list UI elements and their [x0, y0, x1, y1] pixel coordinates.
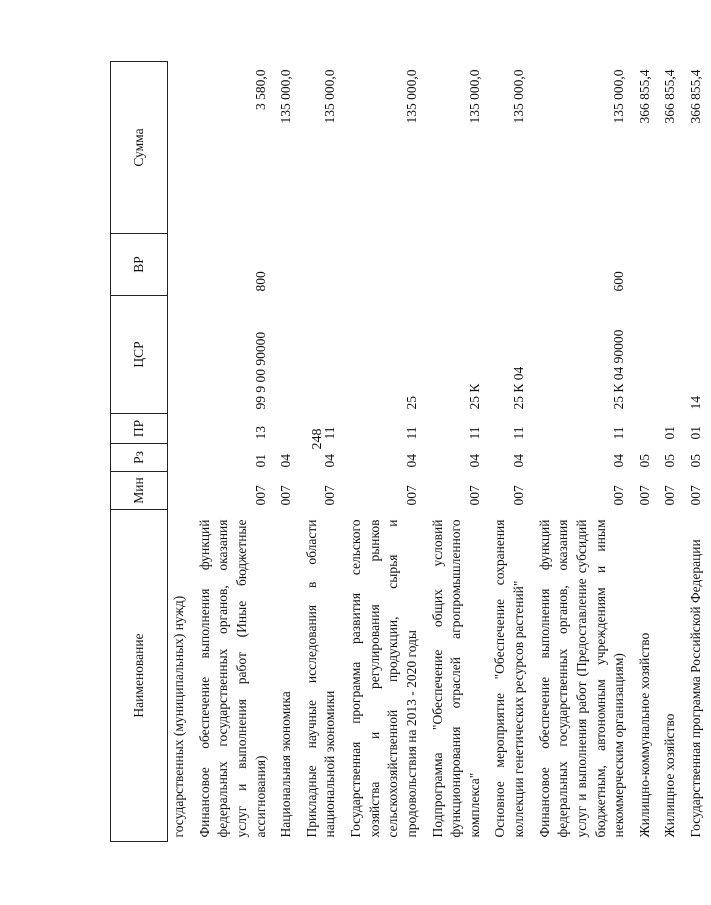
cell-csr [634, 296, 660, 414]
cell-min [168, 472, 194, 510]
cell-vr [345, 234, 427, 296]
cell-pr [634, 414, 660, 444]
cell-vr [634, 234, 660, 296]
header-min: Мин [111, 472, 168, 510]
cell-name: Жилищное хозяйство [662, 713, 678, 838]
cell-vr [659, 234, 685, 296]
cell-vr: 800 [252, 271, 268, 292]
cell-sum: 3 580,0 [252, 69, 268, 110]
cell-name: Основное мероприятие "Обеспечение сохранения коллекции генетических ресурсов растений" [492, 519, 526, 838]
cell-min: 007 [636, 485, 652, 506]
cell-sum: 366 855,4 [662, 69, 678, 124]
rotated-budget-table-sheet [110, 62, 703, 842]
cell-sum: 135 000,0 [322, 69, 338, 124]
table-row [634, 62, 660, 842]
cell-pr: 11 [322, 426, 338, 440]
header-pr: ПР [111, 414, 168, 444]
table-row [275, 62, 301, 842]
cell-name: Подпрограмма "Обеспечение общих условий функционирования отраслей агропромышленного комплекса" [429, 519, 482, 838]
cell-vr [168, 234, 194, 296]
cell-csr: 25 К [466, 383, 482, 410]
cell-pr [168, 414, 194, 444]
cell-min: 007 [403, 485, 419, 506]
table-row [194, 62, 276, 842]
cell-rz: 05 [662, 454, 678, 468]
cell-vr [685, 234, 711, 296]
header-rz: Рз [111, 444, 168, 472]
cell-rz: 04 [611, 454, 627, 468]
table-row [345, 62, 427, 842]
cell-min: 007 [611, 485, 627, 506]
cell-rz: 04 [322, 454, 338, 468]
cell-sum: 366 855,4 [636, 69, 652, 124]
cell-rz [168, 444, 194, 472]
cell-min: 007 [278, 485, 294, 506]
header-sum: Сумма [111, 62, 168, 234]
cell-vr [275, 234, 301, 296]
cell-csr: 25 К 04 [511, 366, 526, 410]
cell-rz: 01 [252, 454, 268, 468]
header-name: Наименование [111, 510, 168, 842]
table-row [301, 62, 345, 842]
cell-sum [168, 62, 194, 234]
cell-sum: 135 000,0 [511, 69, 526, 124]
cell-vr [427, 234, 490, 296]
cell-name: Прикладные научные исследования в области национальной экономики [303, 519, 338, 838]
cell-csr [168, 296, 194, 414]
table-row [427, 62, 490, 842]
table-row [685, 62, 711, 842]
cell-name: Государственная программа развития сельского хозяйства и регулирования рынков сельскохозяйственной продукции, сырья и продовольствия на 2013 - 2020 годы [348, 519, 419, 838]
cell-pr: 13 [252, 426, 268, 440]
cell-min: 007 [688, 485, 703, 506]
cell-sum: 366 855,4 [688, 69, 703, 124]
cell-csr: 25 К 04 90000 [611, 329, 627, 410]
table-row [168, 62, 194, 842]
table-header-row [111, 62, 168, 842]
cell-min: 007 [252, 485, 268, 506]
cell-pr: 01 [688, 426, 703, 440]
table-row [534, 62, 634, 842]
cell-pr: 11 [403, 426, 419, 440]
table-row [489, 62, 533, 842]
cell-name: Национальная экономика [278, 691, 294, 838]
header-csr: ЦСР [111, 296, 168, 414]
cell-csr [275, 296, 301, 414]
cell-pr: 11 [511, 426, 526, 440]
cell-min: 007 [322, 485, 338, 506]
cell-rz: 04 [466, 454, 482, 468]
cell-name: Государственная программа Российской Федерации [688, 539, 703, 838]
cell-vr [301, 234, 345, 296]
cell-csr: 14 [688, 396, 703, 410]
cell-vr: 600 [611, 271, 627, 292]
cell-name: Финансовое обеспечение выполнения функций федеральных государственных органов, оказания услуг и выполнения работ (Иные бюджетные ассигнования) [196, 519, 268, 838]
cell-rz: 04 [511, 454, 526, 468]
cell-csr: 25 [403, 396, 419, 410]
cell-rz: 04 [278, 454, 294, 468]
cell-rz: 04 [403, 454, 419, 468]
cell-pr [275, 414, 301, 444]
cell-sum: 135 000,0 [403, 69, 419, 124]
table-body [168, 62, 711, 842]
cell-name: Жилищно-коммунальное хозяйство [636, 632, 652, 838]
cell-sum: 135 000,0 [466, 69, 482, 124]
cell-csr [659, 296, 685, 414]
cell-vr [489, 234, 533, 296]
cell-rz: 05 [636, 454, 652, 468]
page-number: 248 [310, 428, 325, 450]
cell-name: Финансовое обеспечение выполнения функций федеральных государственных органов, оказания услуг и выполнения работ (Предоставление субсидий бюджетным, автономным учреждениям и иным некоммерческим организациям) [536, 519, 627, 838]
cell-min: 007 [466, 485, 482, 506]
cell-csr [301, 296, 345, 414]
budget-table [110, 61, 711, 842]
cell-csr: 99 9 00 90000 [252, 331, 268, 410]
cell-name: государственных (муниципальных) нужд) [171, 595, 186, 838]
cell-pr: 11 [611, 426, 627, 440]
cell-pr: 11 [466, 426, 482, 440]
cell-pr: 01 [662, 426, 678, 440]
cell-sum: 135 000,0 [611, 69, 627, 124]
table-row [659, 62, 685, 842]
header-vr: ВР [111, 234, 168, 296]
cell-sum: 135 000,0 [278, 69, 294, 124]
cell-min: 007 [662, 485, 678, 506]
cell-min: 007 [511, 485, 526, 506]
cell-rz: 05 [688, 454, 703, 468]
